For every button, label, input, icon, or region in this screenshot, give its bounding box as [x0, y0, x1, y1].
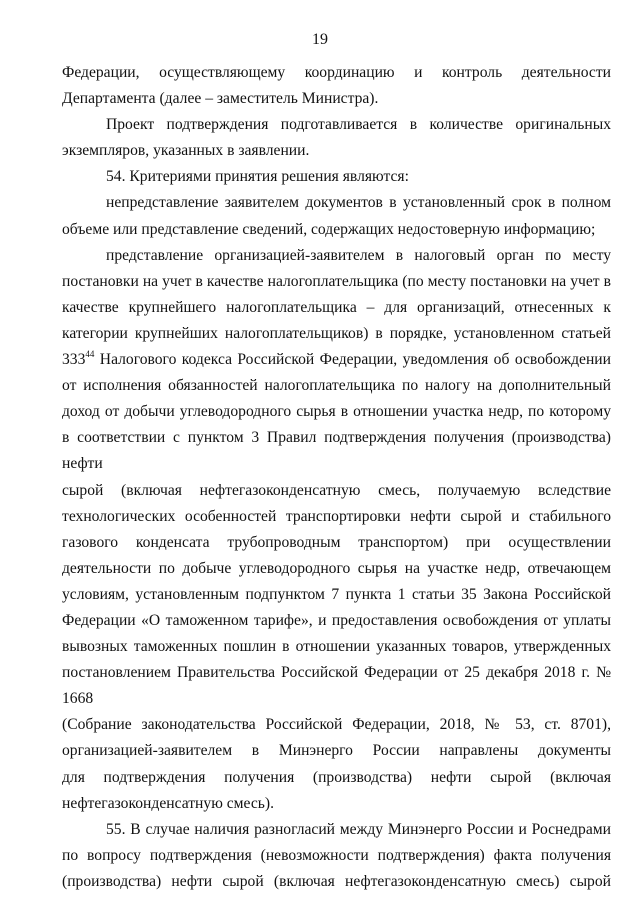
text-line-content: Федерации, осуществляющему координацию и контроль деятельности [62, 64, 611, 81]
page-number: 19 [312, 31, 328, 48]
text-line [62, 843, 611, 869]
text-line [62, 634, 611, 660]
text-line [62, 217, 611, 243]
text-line [62, 373, 611, 399]
text-line [62, 504, 611, 530]
text-line [62, 817, 611, 843]
text-line [62, 582, 611, 608]
text-line-content: представление организацией-заявителем в налоговый орган по месту [106, 246, 611, 264]
text-line-content: 333 [62, 351, 86, 369]
text-line [62, 869, 611, 895]
text-line [62, 269, 611, 295]
text-line-content: Департамента (далее – заместитель Министра). [62, 90, 379, 108]
superscript: 44 [85, 349, 95, 360]
text-line [62, 608, 611, 634]
text-line [62, 712, 611, 738]
text-line-content: условиям, установленным подпунктом 7 пункта 1 статьи 35 Закона Российской [62, 585, 611, 603]
text-line-content: объеме или представление сведений, содержащих недостоверную информацию; [62, 220, 596, 238]
text-line-content: от исполнения обязанностей налогоплательщика по налогу на дополнительный [62, 377, 611, 395]
document-body [62, 60, 611, 895]
text-line-content: непредставление заявителем документов в установленный срок в полном [106, 194, 611, 212]
text-line-content: технологических особенностей транспортировки нефти сырой и стабильного [62, 507, 611, 525]
text-line [62, 164, 611, 190]
text-line-content: (производства) нефти сырой (включая нефтегазоконденсатную смесь) сырой [62, 872, 611, 890]
text-line [62, 295, 611, 321]
text-line [62, 112, 611, 138]
text-line-content: доход от добычи углеводородного сырья в отношении участка недр, по которому [62, 403, 611, 421]
text-line [62, 190, 611, 216]
text-line-content: Проект подтверждения подготавливается в количестве оригинальных [106, 116, 611, 134]
text-line [62, 321, 611, 347]
text-line-content: постановки на учет в качестве налогоплательщика (по месту постановки на учет в [62, 272, 611, 290]
text-line-content: экземпляров, указанных в заявлении. [62, 142, 310, 160]
text-line [62, 347, 611, 373]
text-line [62, 86, 611, 112]
text-line [62, 556, 611, 582]
text-line-content: вывозных таможенных пошлин в отношении указанных товаров, утвержденных [62, 638, 611, 656]
text-line-content: организацией-заявителем в Минэнерго России направлены документы [62, 742, 611, 760]
text-line [62, 530, 611, 556]
text-line-rest: Налогового кодекса Российской Федерации, уведомления об освобождении [94, 351, 611, 369]
text-line [62, 765, 611, 791]
text-line [62, 243, 611, 269]
text-line-content: Федерации «О таможенном тарифе», и предоставления освобождения от уплаты [62, 611, 611, 629]
text-line-content: категории крупнейших налогоплательщиков) в порядке, установленном статьей [62, 324, 611, 342]
text-line [62, 791, 611, 817]
text-line-content: 55. В случае наличия разногласий между Минэнерго России и Роснедрами [106, 820, 611, 838]
text-line [62, 60, 611, 86]
text-line-content: качестве крупнейшего налогоплательщика – для организаций, отнесенных к [62, 298, 611, 316]
text-line-content: сырой (включая нефтегазоконденсатную смесь, получаемую вследствие [62, 481, 611, 499]
text-line [62, 138, 611, 164]
text-line-content: в соответствии с пунктом 3 Правил подтверждения получения (производства) нефти [62, 429, 611, 473]
text-line [62, 399, 611, 425]
text-line-content: газового конденсата трубопроводным транспортом) при осуществлении [62, 533, 611, 551]
text-line-content: деятельности по добыче углеводородного сырья на участке недр, отвечающем [62, 559, 611, 577]
text-line [62, 660, 611, 712]
text-line-content: 54. Критериями принятия решения являются: [106, 168, 409, 186]
text-line-content: по вопросу подтверждения (невозможности подтверждения) факта получения [62, 846, 611, 864]
text-line-content: нефтегазоконденсатную смесь). [62, 794, 274, 812]
text-line-content: постановлением Правительства Российской Федерации от 25 декабря 2018 г. № 1668 [62, 664, 611, 708]
text-line [62, 738, 611, 764]
text-line-content: (Собрание законодательства Российской Федерации, 2018, № 53, ст. 8701), [62, 716, 611, 734]
text-line [62, 425, 611, 477]
text-line [62, 478, 611, 504]
text-line-content: для подтверждения получения (производства) нефти сырой (включая [62, 768, 611, 786]
